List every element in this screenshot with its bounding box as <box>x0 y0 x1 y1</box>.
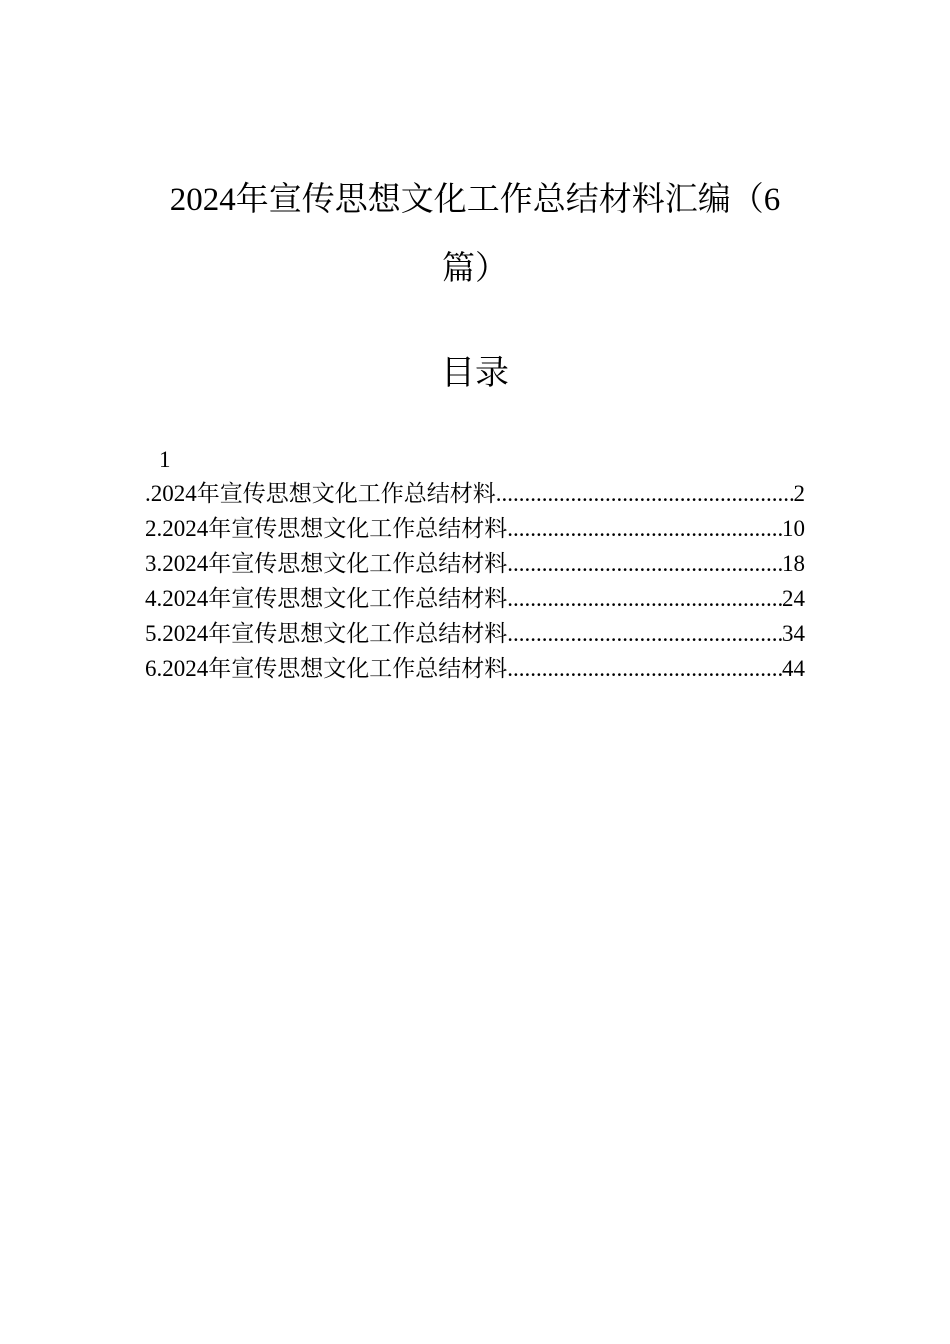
toc-heading: 目录 <box>441 355 509 392</box>
toc-entry-label: 6.2024年宣传思想文化工作总结材料 <box>145 656 508 681</box>
toc-entry-4[interactable] <box>145 581 805 616</box>
toc-entry-label: 2.2024年宣传思想文化工作总结材料 <box>145 516 508 541</box>
toc-entry-number-fragment: 1 <box>159 447 171 472</box>
toc-dot-leader <box>507 651 782 686</box>
toc-entry-page: 18 <box>782 551 805 576</box>
toc-entry-1[interactable] <box>145 476 805 511</box>
toc-entry-page: 10 <box>782 516 805 541</box>
toc-entry-2[interactable] <box>145 511 805 546</box>
toc-entry-page: 24 <box>782 586 805 611</box>
document-title-line-2: 篇） <box>442 251 508 287</box>
document-title-line-1: 2024年宣传思想文化工作总结材料汇编（6 <box>169 182 781 218</box>
toc-entry-label: 5.2024年宣传思想文化工作总结材料 <box>145 621 508 646</box>
toc-dot-leader <box>496 476 794 511</box>
table-of-contents <box>145 444 805 686</box>
toc-entry-label: 4.2024年宣传思想文化工作总结材料 <box>145 586 508 611</box>
toc-entry-5[interactable] <box>145 616 805 651</box>
toc-entry-3[interactable] <box>145 546 805 581</box>
toc-entry-page: 44 <box>782 656 805 681</box>
toc-dot-leader <box>507 511 782 546</box>
toc-dot-leader <box>507 616 782 651</box>
toc-entry-page: 34 <box>782 621 805 646</box>
toc-entry-label: .2024年宣传思想文化工作总结材料 <box>145 481 496 506</box>
toc-dot-leader <box>507 581 782 616</box>
toc-entry-6[interactable] <box>145 651 805 686</box>
toc-entry-label: 3.2024年宣传思想文化工作总结材料 <box>145 551 508 576</box>
toc-dot-leader <box>507 546 782 581</box>
toc-entry-page: 2 <box>793 481 805 506</box>
